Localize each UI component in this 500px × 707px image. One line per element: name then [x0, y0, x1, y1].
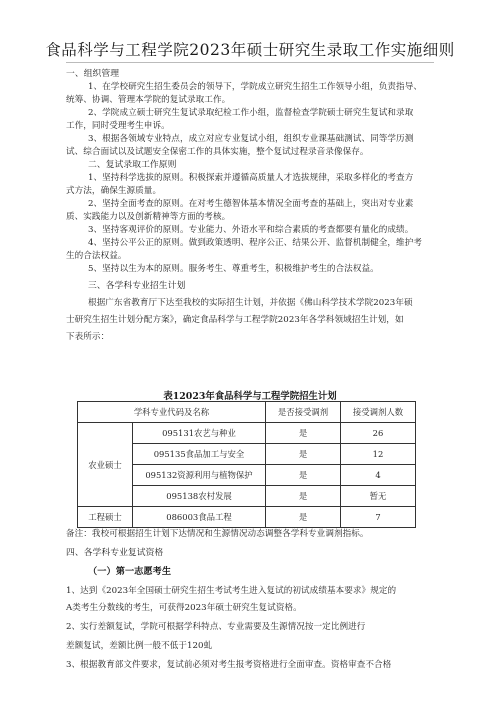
- paragraph-line: 1、达到《2023年全国硕士研究生招生考试考生进入复试的初试成绩基本要求》规定的: [66, 586, 397, 596]
- paragraph-line: 士研究生招生计划分配方案》，确定食品科学与工程学院2023年各学科领域招生计划，如: [66, 315, 404, 325]
- paragraph-line: 工作，同时受理考生申诉。: [66, 121, 170, 131]
- accept-cell: 是: [266, 423, 341, 444]
- count-cell: 12: [341, 444, 416, 465]
- paragraph-line: 1、坚持科学选拔的原则。积极探索并遵循高质量人才选拔规律，采取多样化的考查方: [88, 173, 414, 183]
- header-discipline: 学科专业代码及名称: [78, 402, 266, 423]
- paragraph-line: 5、坚持以生为本的原则。服务考生、尊重考生，积极维护考生的合法权益。: [88, 264, 379, 274]
- table-caption: 表12023年食品科学与工程学院招生计划: [163, 391, 337, 402]
- paragraph-line: 质、实践能力以及创新精神等方面的考核。: [66, 212, 231, 222]
- discipline-cell: 095138农村发展: [133, 486, 266, 507]
- enrollment-plan-table: [77, 401, 416, 528]
- count-cell: 暂无: [341, 486, 416, 507]
- paragraph-line: 根据广东省教育厅下达至我校的实际招生计划，并依据《佛山科学技术学院2023年硕: [88, 298, 413, 308]
- accept-cell: 是: [266, 444, 341, 465]
- paragraph-line: 3、根据教育部文件要求，复试前必须对考生报考资格进行全面审查。资格审查不合格: [66, 660, 392, 670]
- accept-cell: 是: [266, 507, 341, 528]
- paragraph-line: A类考生分数线的考生，可获得2023年硕士研究生复试资格。: [66, 603, 302, 613]
- count-cell: 7: [341, 507, 416, 528]
- discipline-cell: 095132资源利用与植物保护: [133, 465, 266, 486]
- paragraph-line: 统筹、协调、管理本学院的复试录取工作。: [66, 95, 231, 105]
- paragraph-line: 2、学院成立硕士研究生复试录取纪检工作小组，监督检查学院硕士研究生复试和录取: [88, 108, 414, 118]
- paragraph-line: 试、综合面试以及试题安全保密工作的具体实施，整个复试过程录音录像保存。: [66, 147, 369, 157]
- accept-cell: 是: [266, 465, 341, 486]
- paragraph-line: 2、实行差额复试，学院可根据学科特点、专业需要及生源情况按一定比例进行: [66, 622, 366, 632]
- header-adjustment-count: 接受调剂人数: [341, 402, 416, 423]
- paragraph-line: 生的合法权益。: [66, 251, 127, 261]
- paragraph-line: 2、坚持全面考查的原则。在对考生德智体基本情况全面考查的基础上，突出对专业素: [88, 199, 414, 209]
- paragraph-line: 3、根据各领域专业特点，成立对应专业复试小组，组织专业课基础测试、同等学历测: [88, 134, 414, 144]
- category-cell: 工程硕士: [78, 507, 133, 528]
- discipline-cell: 086003食品工程: [133, 507, 266, 528]
- paragraph-line: 4、坚持公平公正的原则。做到政策透明、程序公正、结果公开、监督机制健全，维护考: [88, 238, 422, 248]
- accept-cell: 是: [266, 486, 341, 507]
- table-row: [78, 423, 416, 444]
- category-cell: 农业硕士: [78, 423, 133, 507]
- discipline-cell: 095135食品加工与安全: [133, 444, 266, 465]
- count-cell: 26: [341, 423, 416, 444]
- table-row: [78, 507, 416, 528]
- paragraph-line: 下表所示：: [66, 332, 110, 342]
- count-cell: 4: [341, 465, 416, 486]
- paragraph-line: 3、坚持客观评价的原则。专业能力、外语水平和综合素质的考查都要有量化的成绩。: [88, 225, 414, 235]
- paragraph-line: 式方法，确保生源质量。: [66, 186, 162, 196]
- subsection-heading-first-choice: （一）第一志愿考生: [88, 566, 172, 577]
- paragraph-line: 1、在学校研究生招生委员会的领导下，学院成立研究生招生工作领导小组，负责指导、: [88, 82, 422, 92]
- discipline-cell: 095131农艺与种业: [133, 423, 266, 444]
- table-header-row: [78, 402, 416, 423]
- paragraph-line: 差额复试，差额比例一般不低于120虬: [66, 641, 213, 651]
- header-accept-adjustment: 是否接受调剂: [266, 402, 341, 423]
- section-heading-qualification: 四、各学科专业复试资格: [66, 548, 164, 558]
- table-note: 备注：我校可根据招生计划下达情况和生源情况动态调整各学科专业调剂指标。: [66, 529, 369, 539]
- section-heading-plan: 三、各学科专业招生计划: [88, 281, 186, 291]
- section-heading-organization: 一、组织管理: [66, 69, 120, 79]
- page-title: 食品科学与工程学院2023年硕士研究生录取工作实施细则: [45, 41, 455, 59]
- title-divider: [66, 62, 434, 63]
- section-heading-principles: 二、复试录取工作原则: [88, 160, 177, 170]
